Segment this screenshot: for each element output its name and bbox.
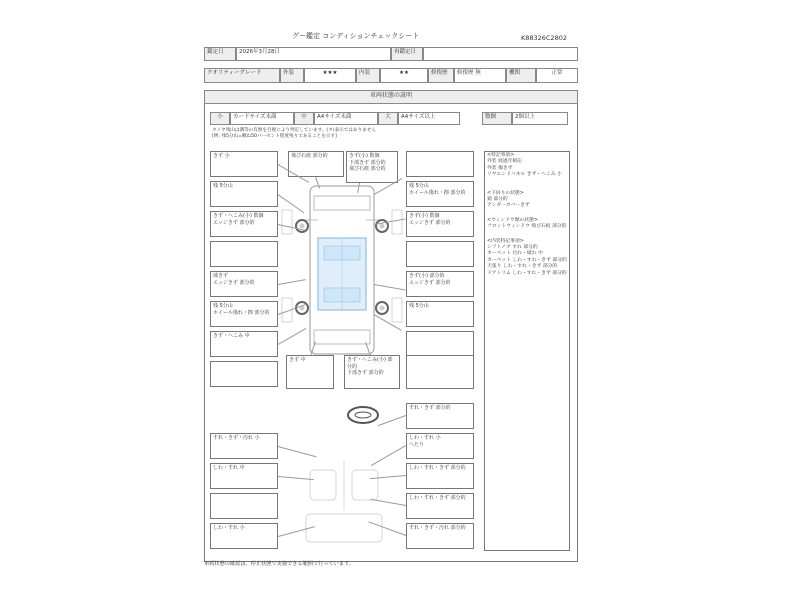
date-label: 鑑定日	[204, 47, 236, 61]
repair-value: 修復歴 無	[454, 68, 506, 83]
window-title: <ウィンドウ類の状態>	[487, 217, 538, 223]
right-box-7: すれ・きず 部分的	[406, 403, 474, 429]
tire-note-1: タイヤ残山は溝等の有無を目視により判定しています。(タ)表示ではありません	[212, 128, 376, 133]
top-box-2: きず(小) 数個 下部きず 部分的 飛び石痕 部分的	[346, 151, 398, 183]
interior-line-5: ドアトリム しわ・すれ・きず 部分的	[487, 270, 567, 276]
redate-label: 再鑑定日	[391, 47, 423, 61]
exterior-label: 外装	[280, 68, 304, 83]
left-box-11	[210, 493, 278, 519]
left-box-10: しわ・すれ 中	[210, 463, 278, 489]
right-box-1: 残 5分山 ホイール傷れ・擦 部分的	[406, 181, 474, 207]
legend-small: 小	[210, 112, 230, 125]
interior-line-4: 天張り しわ・すれ・きず 部分的	[487, 264, 558, 270]
underbody-line-1: 錆 部分的	[487, 197, 508, 203]
top-box-3	[406, 151, 474, 177]
right-box-9: しわ・すれ・きず 部分的	[406, 463, 474, 489]
redate-value	[423, 47, 578, 61]
left-box-5: 凍きず エッジきず 部分的	[210, 271, 278, 297]
interior-line-3: カーペット しわ・すれ・きず 部分的	[487, 257, 567, 263]
interior-line-2: カーペット 汚れ・破れ 中	[487, 251, 543, 257]
left-box-2: 残 5分山	[210, 181, 278, 207]
left-box-7: きず・へこみ 中	[210, 331, 278, 357]
sheet-title: グー鑑定 コンディションチェックシート	[292, 32, 420, 40]
exterior-value: ★★★	[304, 68, 356, 83]
document-id: K88326C2802	[521, 34, 568, 42]
condition-title: 車両状態の説明	[204, 90, 578, 104]
underbody-line-2: アンダーカバーきず	[487, 203, 530, 209]
right-box-5: 残 5分山	[406, 301, 474, 327]
special-line-2: 外装 傷きず	[487, 165, 513, 171]
steering-wheel-icon	[346, 404, 380, 426]
bottom-box-2: きず・へこみ(小) 部分的 下部きず 部分的	[344, 355, 400, 389]
right-box-2: きず(小) 数個 エッジきず 部分的	[406, 211, 474, 237]
bottom-box-1: きず 中	[286, 355, 334, 389]
special-title: <特記事項>	[487, 153, 515, 158]
repair-label: 修復歴	[428, 68, 454, 83]
legend-large: 大	[378, 112, 398, 125]
top-box-1: 飛び石痕 部分的	[288, 151, 344, 177]
interior-title: <内装特記事項>	[487, 238, 524, 244]
special-line-3: リヤエンドパネル きず・へこみ 小	[487, 172, 562, 178]
legend-medium-desc: A4サイズ未満	[314, 112, 378, 125]
right-box-10: しわ・すれ・きず 部分的	[406, 493, 474, 519]
right-box-6	[406, 331, 474, 357]
interior-label: 内装	[356, 68, 380, 83]
right-box-3	[406, 241, 474, 267]
right-box-4: きず(小) 部分的 エッジきず 部分的	[406, 271, 474, 297]
underbody-title: <下回りの状態>	[487, 190, 524, 196]
count-label: 数個	[482, 112, 512, 125]
right-box-8: しわ・すれ 小 へたり	[406, 433, 474, 459]
condition-check-sheet	[196, 30, 586, 570]
date-value: 2026年3月28日	[236, 47, 391, 61]
left-box-9: すれ・きず・汚れ 小	[210, 433, 278, 459]
function-label: 機関	[506, 68, 536, 83]
left-box-1: きず 小	[210, 151, 278, 177]
count-value: 2個以上	[512, 112, 568, 125]
notes-panel	[484, 151, 570, 551]
interior-value: ★★	[380, 68, 428, 83]
left-box-6: 残 5分山 ホイール傷れ・擦 部分的	[210, 301, 278, 327]
tire-note-2: [例: 残5分山=概ね50パーセント程度残りであることを示す]	[212, 134, 337, 139]
left-box-8	[210, 361, 278, 387]
left-box-12: しわ・すれ 小	[210, 523, 278, 549]
special-line-1: 外装 経過年相応	[487, 159, 523, 165]
legend-large-desc: A4サイズ以上	[398, 112, 460, 125]
footer-note: 車両状態の確認は、停止状態で実施できる範囲で行っています。	[204, 561, 355, 567]
legend-small-desc: カードサイズ未満	[230, 112, 294, 125]
left-box-3: きず・へこみ(小) 数個 エッジきず 部分的	[210, 211, 278, 237]
left-box-4	[210, 241, 278, 267]
interior-line-1: シフトノブ すれ 部分的	[487, 245, 538, 251]
function-value: 正常	[536, 68, 578, 83]
window-line-1: フロントウィンドウ 飛び石痕 部分的	[487, 224, 567, 230]
right-box-11: すれ・きず・汚れ 部分的	[406, 523, 474, 549]
legend-medium: 中	[294, 112, 314, 125]
grade-label: クオリティーグレード	[204, 68, 280, 83]
bottom-box-3	[406, 355, 474, 389]
